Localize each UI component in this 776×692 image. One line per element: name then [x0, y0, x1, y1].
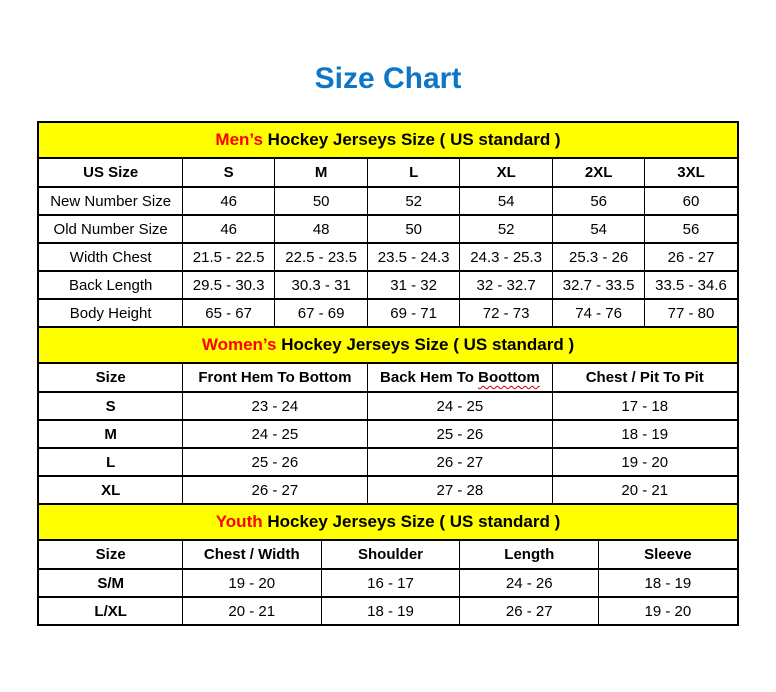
- youth-section-text: Hockey Jerseys Size ( US standard ): [262, 512, 561, 531]
- youth-column-header-row: [38, 540, 737, 569]
- size-cell: 19 - 20: [552, 448, 737, 476]
- size-cell: 54: [552, 215, 645, 243]
- size-cell: 23 - 24: [182, 392, 367, 420]
- size-cell: 24.3 - 25.3: [460, 243, 553, 271]
- row-label: Body Height: [38, 299, 182, 327]
- size-cell: 77 - 80: [645, 299, 738, 327]
- column-header: Length: [460, 540, 599, 569]
- table-row: [38, 243, 737, 271]
- size-cell: 32.7 - 33.5: [552, 271, 645, 299]
- womens-section-accent: Women’s: [201, 335, 277, 354]
- table-row: [38, 420, 737, 448]
- column-header: 2XL: [552, 158, 645, 187]
- row-label: Back Length: [38, 271, 182, 299]
- table-row: [38, 597, 737, 625]
- table-row: [38, 299, 737, 327]
- size-cell: 52: [460, 215, 553, 243]
- mens-section-title: [38, 122, 737, 158]
- table-row: [38, 569, 737, 597]
- mens-section-text: Hockey Jerseys Size ( US standard ): [262, 130, 561, 149]
- size-cell: 67 - 69: [275, 299, 368, 327]
- size-cell: 24 - 25: [182, 420, 367, 448]
- size-cell: 29.5 - 30.3: [182, 271, 275, 299]
- size-cell: 26 - 27: [460, 597, 599, 625]
- size-cell: 26 - 27: [645, 243, 738, 271]
- row-label: L/XL: [38, 597, 182, 625]
- size-cell: 24 - 26: [460, 569, 599, 597]
- size-cell: 18 - 19: [552, 420, 737, 448]
- size-cell: 30.3 - 31: [275, 271, 368, 299]
- size-chart-table: [37, 121, 738, 626]
- column-header: S: [182, 158, 275, 187]
- row-label: XL: [38, 476, 182, 504]
- column-header: Shoulder: [321, 540, 460, 569]
- size-cell: 65 - 67: [182, 299, 275, 327]
- column-header: Size: [38, 540, 182, 569]
- size-cell: 46: [182, 187, 275, 215]
- column-header: Size: [38, 363, 182, 392]
- size-cell: 32 - 32.7: [460, 271, 553, 299]
- row-label: New Number Size: [38, 187, 182, 215]
- size-cell: 56: [645, 215, 738, 243]
- size-cell: 33.5 - 34.6: [645, 271, 738, 299]
- size-cell: 25 - 26: [367, 420, 552, 448]
- youth-section-row: [38, 504, 737, 540]
- column-header: XL: [460, 158, 553, 187]
- column-header: Chest / Width: [182, 540, 321, 569]
- column-header: Front Hem To Bottom: [182, 363, 367, 392]
- size-cell: 20 - 21: [552, 476, 737, 504]
- table-row: [38, 215, 737, 243]
- size-cell: 26 - 27: [182, 476, 367, 504]
- size-cell: 72 - 73: [460, 299, 553, 327]
- column-header: US Size: [38, 158, 182, 187]
- size-cell: 48: [275, 215, 368, 243]
- size-cell: 21.5 - 22.5: [182, 243, 275, 271]
- table-row: [38, 271, 737, 299]
- size-cell: 74 - 76: [552, 299, 645, 327]
- size-cell: 16 - 17: [321, 569, 460, 597]
- size-cell: 50: [275, 187, 368, 215]
- mens-section-row: [38, 122, 737, 158]
- size-cell: 18 - 19: [321, 597, 460, 625]
- column-header: M: [275, 158, 368, 187]
- row-label: S/M: [38, 569, 182, 597]
- size-cell: 22.5 - 23.5: [275, 243, 368, 271]
- size-cell: 46: [182, 215, 275, 243]
- column-header: Chest / Pit To Pit: [552, 363, 737, 392]
- row-label: Old Number Size: [38, 215, 182, 243]
- womens-section-title: [38, 327, 737, 363]
- size-cell: 56: [552, 187, 645, 215]
- size-cell: 20 - 21: [182, 597, 321, 625]
- column-header: 3XL: [645, 158, 738, 187]
- size-cell: 27 - 28: [367, 476, 552, 504]
- womens-section-text: Hockey Jerseys Size ( US standard ): [276, 335, 575, 354]
- table-row: [38, 476, 737, 504]
- size-cell: 25.3 - 26: [552, 243, 645, 271]
- row-label: L: [38, 448, 182, 476]
- mens-column-header-row: [38, 158, 737, 187]
- womens-column-header-row: [38, 363, 737, 392]
- size-cell: 26 - 27: [367, 448, 552, 476]
- size-cell: 69 - 71: [367, 299, 460, 327]
- size-cell: 60: [645, 187, 738, 215]
- youth-section-accent: Youth: [215, 512, 263, 531]
- size-cell: 31 - 32: [367, 271, 460, 299]
- youth-section-title: [38, 504, 737, 540]
- size-cell: 54: [460, 187, 553, 215]
- misspelled-word: Boottom: [478, 369, 540, 386]
- size-cell: 25 - 26: [182, 448, 367, 476]
- table-row: [38, 392, 737, 420]
- size-cell: 50: [367, 215, 460, 243]
- size-cell: 52: [367, 187, 460, 215]
- size-cell: 24 - 25: [367, 392, 552, 420]
- table-row: [38, 448, 737, 476]
- womens-section-row: [38, 327, 737, 363]
- column-header: Sleeve: [599, 540, 738, 569]
- page-title: Size Chart: [314, 62, 462, 95]
- column-header: [367, 363, 552, 392]
- column-header-text: Back Hem To: [380, 369, 479, 386]
- column-header: L: [367, 158, 460, 187]
- row-label: Width Chest: [38, 243, 182, 271]
- size-cell: 19 - 20: [599, 597, 738, 625]
- size-cell: 23.5 - 24.3: [367, 243, 460, 271]
- row-label: M: [38, 420, 182, 448]
- size-cell: 19 - 20: [182, 569, 321, 597]
- size-cell: 18 - 19: [599, 569, 738, 597]
- table-row: [38, 187, 737, 215]
- row-label: S: [38, 392, 182, 420]
- size-cell: 17 - 18: [552, 392, 737, 420]
- mens-section-accent: Men’s: [215, 130, 263, 149]
